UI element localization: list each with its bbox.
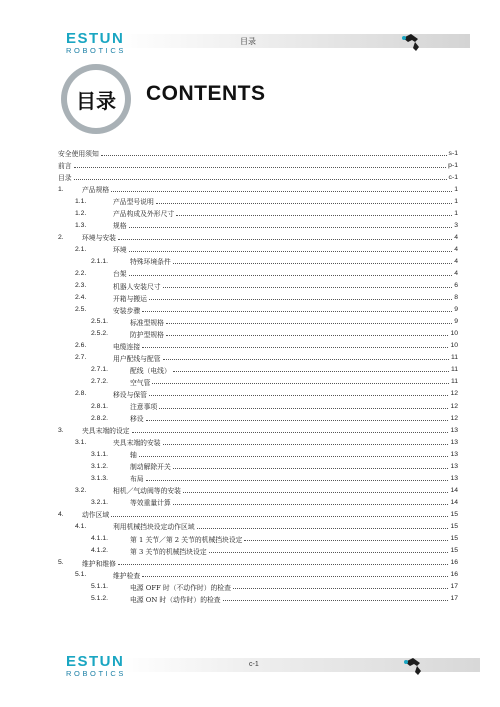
- toc-leader-dots: [156, 203, 452, 204]
- toc-entry[interactable]: [58, 219, 458, 231]
- toc-entry-page: 4: [454, 245, 458, 253]
- toc-entry-page: 9: [454, 318, 458, 326]
- toc-entry-page: 8: [454, 294, 458, 302]
- toc-entry[interactable]: [58, 364, 458, 376]
- toc-entry[interactable]: [58, 328, 458, 340]
- toc-entry-page: 13: [450, 426, 458, 434]
- toc-entry-number: 2.8.2.: [91, 414, 109, 422]
- toc-entry[interactable]: [58, 388, 458, 400]
- footer-brand-logo-bottom: ROBOTICS: [66, 669, 126, 678]
- toc-entry-label: 目录: [58, 174, 72, 183]
- toc-entry-label: 利用机械挡块设定动作区域: [113, 523, 195, 532]
- toc-entry-page: p-1: [448, 161, 458, 169]
- toc-entry[interactable]: [58, 231, 458, 243]
- toc-entry[interactable]: [58, 424, 458, 436]
- toc-entry-label: 产品规格: [82, 186, 110, 195]
- toc-leader-dots: [146, 420, 449, 421]
- toc-entry-label: 相机／气动阀等的安装: [113, 487, 181, 496]
- toc-leader-dots: [101, 155, 447, 156]
- toc-entry-label: 电缆连接: [113, 342, 141, 351]
- toc-entry-label: 安全使用须知: [58, 150, 99, 159]
- toc-entry-number: 5.: [58, 559, 64, 567]
- toc-entry[interactable]: [58, 496, 458, 508]
- toc-leader-dots: [142, 311, 452, 312]
- toc-entry-number: 2.1.: [75, 245, 87, 253]
- toc-leader-dots: [173, 504, 449, 505]
- toc-entry-label: 台架: [113, 270, 127, 279]
- toc-entry-number: 2.4.: [75, 294, 87, 302]
- toc-entry-page: 10: [450, 330, 458, 338]
- footer-bar: [120, 658, 480, 672]
- toc-entry-page: 11: [450, 366, 458, 374]
- toc-entry-page: 13: [450, 462, 458, 470]
- toc-entry-page: 12: [450, 414, 458, 422]
- toc-entry-label: 空气管: [130, 378, 151, 387]
- toc-entry-number: 2.5.: [75, 306, 87, 314]
- toc-entry[interactable]: [58, 376, 458, 388]
- footer-brand-logo-top: ESTUN: [66, 653, 125, 670]
- toc-entry-label: 第 1 关节／第 2 关节的机械挡块设定: [130, 535, 243, 544]
- toc-entry-number: 1.3.: [75, 221, 87, 229]
- toc-entry-page: c-1: [448, 173, 458, 181]
- header-section-title: 目录: [240, 37, 256, 46]
- toc-entry[interactable]: [58, 207, 458, 219]
- toc-entry-page: 15: [450, 535, 458, 543]
- toc-entry-label: 产品型号说明: [113, 198, 154, 207]
- toc-entry[interactable]: [58, 147, 458, 159]
- toc-entry[interactable]: [58, 412, 458, 424]
- toc-entry-number: 3.1.3.: [91, 474, 109, 482]
- toc-entry-page: 4: [454, 233, 458, 241]
- toc-leader-dots: [244, 540, 448, 541]
- toc-leader-dots: [173, 371, 449, 372]
- toc-entry-label: 电源 OFF 时（不动作时）的检查: [130, 583, 231, 592]
- toc-entry-page: s-1: [448, 149, 458, 157]
- toc-entry-label: 动作区域: [82, 511, 110, 520]
- toc-entry-number: 4.: [58, 510, 64, 518]
- toc-entry-page: 10: [450, 342, 458, 350]
- toc-entry[interactable]: [58, 436, 458, 448]
- toc-entry[interactable]: [58, 280, 458, 292]
- toc-leader-dots: [129, 251, 453, 252]
- toc-entry[interactable]: [58, 460, 458, 472]
- toc-entry-page: 17: [450, 583, 458, 591]
- toc-entry-label: 夹具末端的设定: [82, 427, 130, 436]
- toc-entry-label: 注意事项: [130, 403, 158, 411]
- toc-entry-label: 电源 ON 时（动作时）的检查: [130, 595, 221, 604]
- toc-entry-page: 1: [454, 185, 458, 193]
- toc-entry[interactable]: [58, 472, 458, 484]
- toc-entry-number: 1.1.: [75, 197, 87, 205]
- toc-entry-page: 12: [450, 390, 458, 398]
- toc-entry-label: 规格: [113, 222, 127, 231]
- toc-entry-number: 4.1.2.: [91, 547, 109, 555]
- toc-leader-dots: [139, 456, 449, 457]
- toc-entry[interactable]: [58, 352, 458, 364]
- toc-entry-page: 11: [450, 378, 458, 386]
- footer-brand-logo: [66, 655, 126, 679]
- toc-entry-number: 1.: [58, 185, 64, 193]
- footer-robot-arm-icon: [402, 656, 426, 676]
- toc-entry-label: 产品构成及外形尺寸: [113, 210, 175, 219]
- toc-entry-page: 17: [450, 595, 458, 603]
- brand-logo-top: ESTUN: [66, 30, 125, 47]
- toc-leader-dots: [74, 167, 447, 168]
- toc-entry-number: 2.5.1.: [91, 318, 109, 326]
- toc-entry-number: 4.1.1.: [91, 535, 109, 543]
- toc-entry-number: 5.1.1.: [91, 583, 109, 591]
- toc-entry-number: 5.1.2.: [91, 595, 109, 603]
- toc-entry-label: 维护检查: [113, 571, 141, 580]
- toc-leader-dots: [111, 191, 452, 192]
- toc-entry[interactable]: [58, 448, 458, 460]
- toc-leader-dots: [166, 335, 448, 336]
- toc-entry-page: 4: [454, 257, 458, 265]
- toc-leader-dots: [197, 528, 449, 529]
- toc-entry[interactable]: [58, 545, 458, 557]
- toc-entry[interactable]: [58, 569, 458, 581]
- toc-leader-dots: [159, 408, 448, 409]
- toc-leader-dots: [223, 600, 449, 601]
- toc-entry-number: 3.2.1.: [91, 498, 109, 506]
- toc-leader-dots: [163, 444, 449, 445]
- toc-entry-page: 15: [450, 522, 458, 530]
- toc-entry-label: 用户配线与配管: [113, 354, 161, 363]
- toc-entry-label: 等效重量计算: [130, 499, 171, 508]
- toc-entry-label: 配线（电线）: [130, 366, 171, 375]
- toc-leader-dots: [166, 323, 452, 324]
- toc-entry-page: 4: [454, 269, 458, 277]
- toc-entry-page: 9: [454, 306, 458, 314]
- toc-entry-label: 环境: [113, 246, 127, 255]
- toc-entry-number: 3.: [58, 426, 64, 434]
- toc-entry[interactable]: [58, 316, 458, 328]
- toc-entry-label: 移设与保管: [113, 390, 147, 399]
- toc-entry-page: 12: [450, 402, 458, 410]
- toc-entry-label: 安装步骤: [113, 306, 141, 315]
- toc-leader-dots: [129, 275, 453, 276]
- toc-leader-dots: [149, 299, 452, 300]
- toc-entry[interactable]: [58, 581, 458, 593]
- toc-leader-dots: [129, 227, 453, 228]
- toc-entry[interactable]: [58, 508, 458, 520]
- toc-entry-label: 移设: [130, 415, 144, 424]
- toc-leader-dots: [111, 516, 448, 517]
- toc-entry-label: 防护型规格: [130, 330, 164, 339]
- toc-entry[interactable]: [58, 195, 458, 207]
- toc-entry-number: 2.7.1.: [91, 366, 109, 374]
- toc-entry-label: 第 3 关节的机械挡块设定: [130, 547, 207, 556]
- toc-entry-number: 5.1.: [75, 571, 87, 579]
- toc-entry-page: 6: [454, 282, 458, 290]
- toc-leader-dots: [118, 239, 452, 240]
- toc-entry[interactable]: [58, 557, 458, 569]
- page-footer: [0, 650, 500, 690]
- toc-entry-number: 2.: [58, 233, 64, 241]
- toc-leader-dots: [163, 359, 449, 360]
- toc-leader-dots: [173, 468, 449, 469]
- toc-entry[interactable]: [58, 340, 458, 352]
- toc-entry-number: 1.2.: [75, 209, 87, 217]
- toc-leader-dots: [146, 480, 449, 481]
- toc-leader-dots: [183, 492, 448, 493]
- toc-leader-dots: [173, 263, 452, 264]
- toc-entry-number: 2.2.: [75, 269, 87, 277]
- toc-entry-number: 2.1.1.: [91, 257, 109, 265]
- toc-entry-number: 3.1.1.: [91, 450, 109, 458]
- toc-entry-number: 2.5.2.: [91, 330, 109, 338]
- toc-entry-number: 3.2.: [75, 486, 87, 494]
- toc-leader-dots: [149, 395, 448, 396]
- toc-leader-dots: [74, 179, 447, 180]
- toc-entry-number: 3.1.2.: [91, 462, 109, 470]
- toc-entry[interactable]: [58, 159, 458, 171]
- toc-entry[interactable]: [58, 520, 458, 532]
- title-circle: [61, 64, 131, 134]
- toc-entry-page: 15: [450, 547, 458, 555]
- toc-entry-label: 维护和维修: [82, 559, 116, 568]
- toc-entry-label: 制动解除开关: [130, 463, 171, 472]
- title-cn: 目录: [67, 70, 125, 128]
- toc-entry[interactable]: [58, 243, 458, 255]
- toc-entry-label: 特殊环境条件: [130, 258, 171, 267]
- toc-leader-dots: [233, 588, 449, 589]
- toc-entry-page: 1: [454, 209, 458, 217]
- toc-entry[interactable]: [58, 400, 458, 412]
- toc-entry-label: 机器人安装尺寸: [113, 282, 161, 291]
- toc-entry[interactable]: [58, 484, 458, 496]
- toc-entry-page: 16: [450, 559, 458, 567]
- toc-entry-page: 13: [450, 450, 458, 458]
- toc-entry-number: 3.1.: [75, 438, 87, 446]
- page-header: [0, 0, 500, 56]
- toc-entry-number: 2.3.: [75, 282, 87, 290]
- toc-entry[interactable]: [58, 255, 458, 267]
- brand-logo: [66, 32, 126, 56]
- toc-entry[interactable]: [58, 292, 458, 304]
- toc-leader-dots: [142, 347, 448, 348]
- toc-entry-label: 布局: [130, 475, 144, 484]
- toc-entry-number: 2.8.: [75, 390, 87, 398]
- toc-entry[interactable]: [58, 533, 458, 545]
- toc-entry-page: 1: [454, 197, 458, 205]
- toc-leader-dots: [132, 432, 449, 433]
- toc-entry-number: 2.8.1.: [91, 402, 109, 410]
- toc-entry-label: 夹具末端的安装: [113, 439, 161, 448]
- toc-entry[interactable]: [58, 267, 458, 279]
- toc-entry-label: 标准型规格: [130, 318, 164, 327]
- toc-entry-page: 16: [450, 571, 458, 579]
- toc-entry-label: 环境与安装: [82, 234, 116, 243]
- toc-entry-number: 2.6.: [75, 342, 87, 350]
- table-of-contents: [58, 147, 458, 605]
- toc-entry[interactable]: [58, 593, 458, 605]
- toc-entry-page: 14: [450, 486, 458, 494]
- toc-entry-page: 15: [450, 510, 458, 518]
- toc-entry-page: 3: [454, 221, 458, 229]
- toc-leader-dots: [163, 287, 453, 288]
- toc-entry[interactable]: [58, 183, 458, 195]
- title-en: CONTENTS: [146, 82, 266, 105]
- toc-entry-label: 开箱与搬运: [113, 294, 147, 303]
- toc-entry-number: 2.7.2.: [91, 378, 109, 386]
- footer-page-number: c-1: [249, 661, 259, 668]
- toc-entry-number: 4.1.: [75, 522, 87, 530]
- toc-leader-dots: [176, 215, 452, 216]
- toc-entry-page: 13: [450, 438, 458, 446]
- toc-entry-page: 13: [450, 474, 458, 482]
- brand-logo-bottom: ROBOTICS: [66, 46, 126, 55]
- toc-leader-dots: [118, 564, 448, 565]
- toc-entry-page: 11: [450, 354, 458, 362]
- toc-entry-number: 2.7.: [75, 354, 87, 362]
- toc-entry-label: 轴: [130, 451, 137, 460]
- robot-arm-icon: [400, 32, 424, 52]
- toc-leader-dots: [209, 552, 449, 553]
- toc-entry-page: 14: [450, 498, 458, 506]
- toc-entry[interactable]: [58, 171, 458, 183]
- toc-entry[interactable]: [58, 304, 458, 316]
- toc-entry-label: 前言: [58, 162, 72, 171]
- toc-leader-dots: [152, 383, 449, 384]
- toc-leader-dots: [142, 576, 448, 577]
